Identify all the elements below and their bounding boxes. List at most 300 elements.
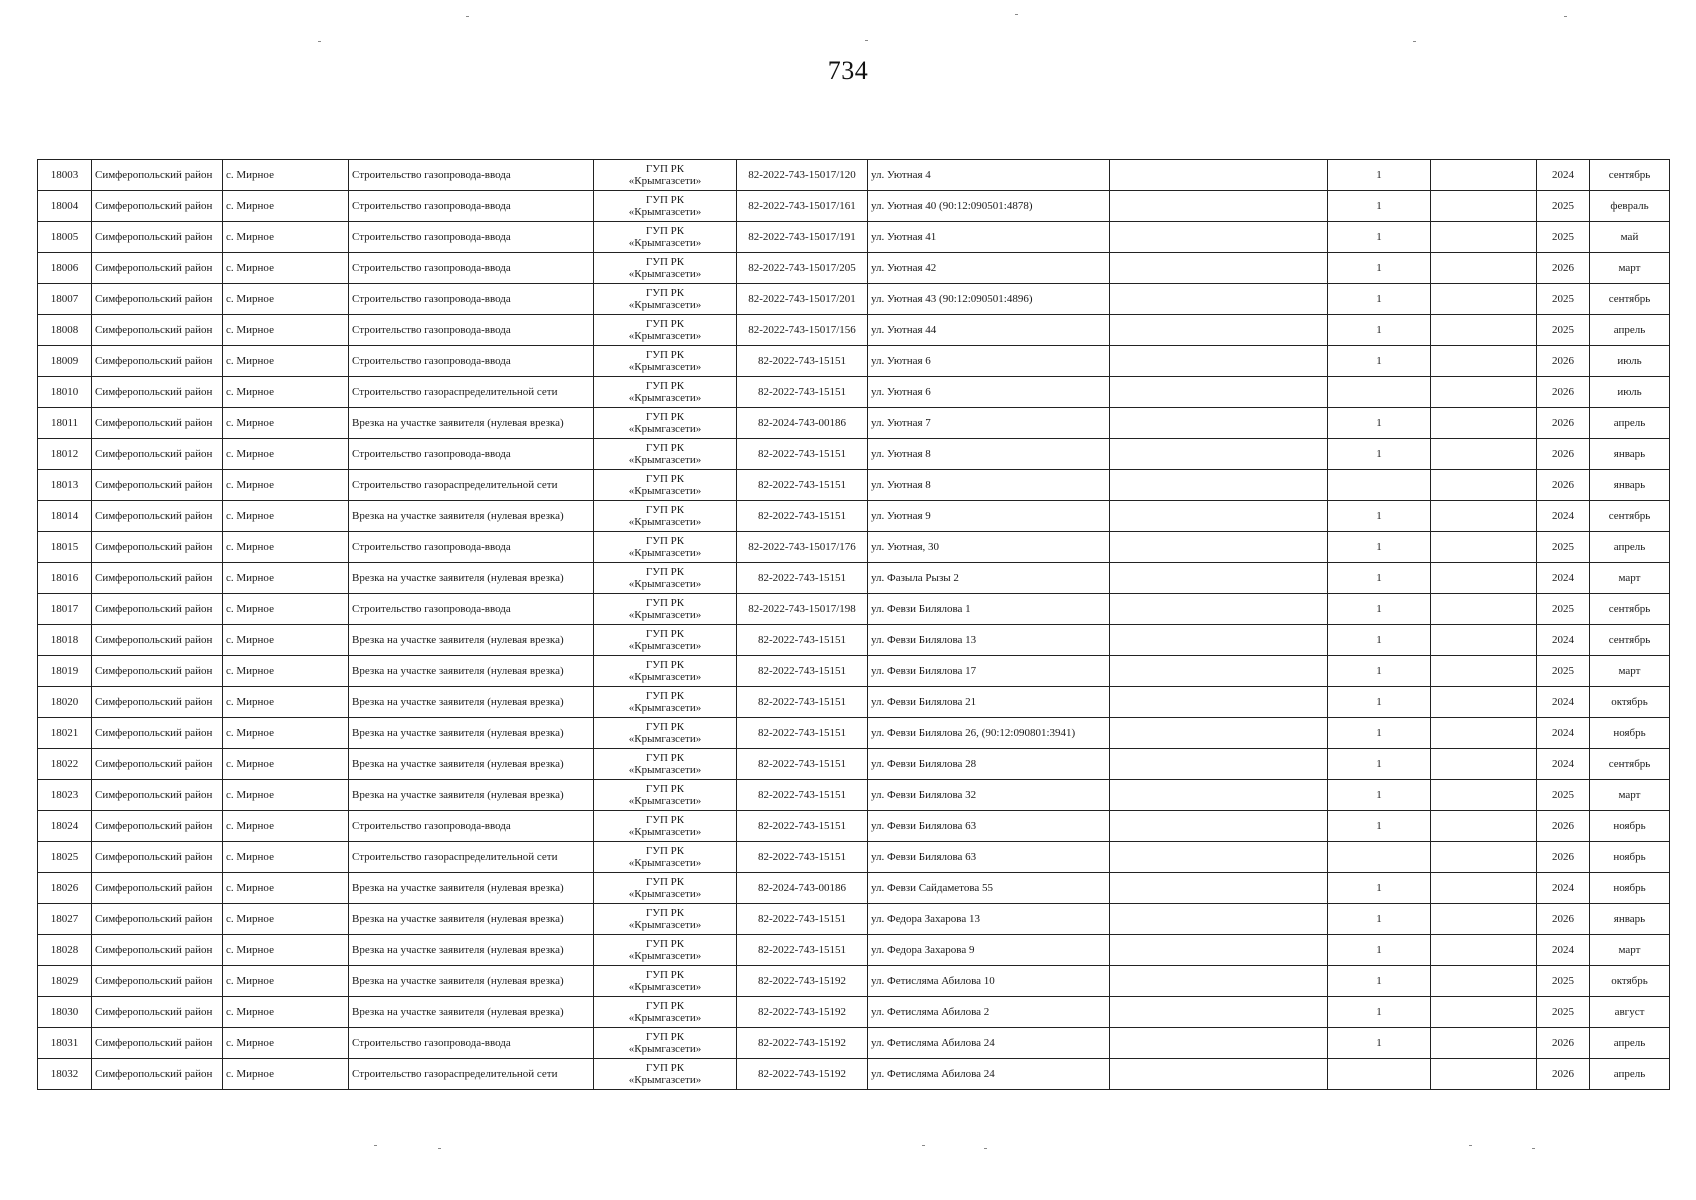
work-type-cell: Строительство газопровода-ввода bbox=[349, 439, 594, 470]
scan-speck bbox=[1532, 1148, 1535, 1149]
district-cell: Симферопольский район bbox=[92, 594, 223, 625]
work-type-cell: Строительство газопровода-ввода bbox=[349, 315, 594, 346]
month-cell: апрель bbox=[1590, 1028, 1670, 1059]
organization-name: ГУП РК bbox=[645, 473, 685, 485]
month-cell: апрель bbox=[1590, 408, 1670, 439]
month-cell: март bbox=[1590, 780, 1670, 811]
year-cell: 2025 bbox=[1537, 222, 1590, 253]
work-type-cell: Врезка на участке заявителя (нулевая врезка) bbox=[349, 997, 594, 1028]
work-type-cell: Врезка на участке заявителя (нулевая врезка) bbox=[349, 625, 594, 656]
organization-brand: «Крымгазсети» bbox=[628, 485, 702, 497]
table-row bbox=[38, 191, 1670, 222]
document-number-cell: 82-2022-743-15017/176 bbox=[737, 532, 868, 563]
year-cell: 2025 bbox=[1537, 284, 1590, 315]
table-row bbox=[38, 408, 1670, 439]
district-cell: Симферопольский район bbox=[92, 966, 223, 997]
organization-brand: «Крымгазсети» bbox=[628, 919, 702, 931]
month-cell: март bbox=[1590, 253, 1670, 284]
quantity-cell: 1 bbox=[1328, 625, 1431, 656]
organization-cell bbox=[594, 1059, 737, 1090]
empty-cell bbox=[1110, 842, 1328, 873]
document-number-cell: 82-2022-743-15017/161 bbox=[737, 191, 868, 222]
year-cell: 2024 bbox=[1537, 873, 1590, 904]
settlement-cell: с. Мирное bbox=[223, 284, 349, 315]
document-number-cell: 82-2022-743-15151 bbox=[737, 563, 868, 594]
settlement-cell: с. Мирное bbox=[223, 191, 349, 222]
organization-cell bbox=[594, 501, 737, 532]
organization-name: ГУП РК bbox=[645, 814, 685, 826]
year-cell: 2026 bbox=[1537, 842, 1590, 873]
table-row bbox=[38, 470, 1670, 501]
address-cell: ул. Фетисляма Абилова 10 bbox=[868, 966, 1110, 997]
document-number-cell: 82-2022-743-15017/156 bbox=[737, 315, 868, 346]
empty-cell bbox=[1110, 501, 1328, 532]
settlement-cell: с. Мирное bbox=[223, 563, 349, 594]
district-cell: Симферопольский район bbox=[92, 997, 223, 1028]
page-number: 734 bbox=[827, 56, 869, 85]
year-cell: 2025 bbox=[1537, 532, 1590, 563]
empty-cell bbox=[1431, 284, 1537, 315]
work-type-cell: Строительство газопровода-ввода bbox=[349, 160, 594, 191]
month-cell: ноябрь bbox=[1590, 811, 1670, 842]
year-cell: 2024 bbox=[1537, 718, 1590, 749]
empty-cell bbox=[1431, 594, 1537, 625]
organization-cell bbox=[594, 811, 737, 842]
work-type-cell: Строительство газораспределительной сети bbox=[349, 470, 594, 501]
organization-brand: «Крымгазсети» bbox=[628, 547, 702, 559]
registry-table bbox=[37, 159, 1670, 1090]
year-cell: 2025 bbox=[1537, 780, 1590, 811]
address-cell: ул. Уютная 40 (90:12:090501:4878) bbox=[868, 191, 1110, 222]
empty-cell bbox=[1431, 656, 1537, 687]
empty-cell bbox=[1110, 718, 1328, 749]
table-row bbox=[38, 966, 1670, 997]
year-cell: 2026 bbox=[1537, 470, 1590, 501]
empty-cell bbox=[1431, 718, 1537, 749]
empty-cell bbox=[1431, 315, 1537, 346]
organization-brand: «Крымгазсети» bbox=[628, 640, 702, 652]
scan-speck bbox=[1015, 14, 1018, 15]
document-number-cell: 82-2022-743-15151 bbox=[737, 377, 868, 408]
table-row bbox=[38, 842, 1670, 873]
row-number-cell: 18018 bbox=[38, 625, 92, 656]
empty-cell bbox=[1110, 315, 1328, 346]
table-row bbox=[38, 997, 1670, 1028]
work-type-cell: Врезка на участке заявителя (нулевая врезка) bbox=[349, 966, 594, 997]
organization-cell bbox=[594, 997, 737, 1028]
row-number-cell: 18024 bbox=[38, 811, 92, 842]
work-type-cell: Врезка на участке заявителя (нулевая врезка) bbox=[349, 873, 594, 904]
month-cell: июль bbox=[1590, 377, 1670, 408]
month-cell: сентябрь bbox=[1590, 160, 1670, 191]
empty-cell bbox=[1431, 470, 1537, 501]
quantity-cell: 1 bbox=[1328, 904, 1431, 935]
address-cell: ул. Уютная 42 bbox=[868, 253, 1110, 284]
year-cell: 2024 bbox=[1537, 749, 1590, 780]
document-number-cell: 82-2022-743-15151 bbox=[737, 935, 868, 966]
empty-cell bbox=[1431, 873, 1537, 904]
quantity-cell: 1 bbox=[1328, 501, 1431, 532]
quantity-cell: 1 bbox=[1328, 718, 1431, 749]
document-number-cell: 82-2024-743-00186 bbox=[737, 873, 868, 904]
organization-brand: «Крымгазсети» bbox=[628, 609, 702, 621]
empty-cell bbox=[1110, 749, 1328, 780]
organization-name: ГУП РК bbox=[645, 442, 685, 454]
empty-cell bbox=[1431, 935, 1537, 966]
quantity-cell: 1 bbox=[1328, 687, 1431, 718]
scan-speck bbox=[922, 1145, 925, 1146]
work-type-cell: Строительство газораспределительной сети bbox=[349, 1059, 594, 1090]
address-cell: ул. Февзи Билялова 21 bbox=[868, 687, 1110, 718]
district-cell: Симферопольский район bbox=[92, 687, 223, 718]
year-cell: 2026 bbox=[1537, 253, 1590, 284]
table-row bbox=[38, 1028, 1670, 1059]
document-number-cell: 82-2024-743-00186 bbox=[737, 408, 868, 439]
empty-cell bbox=[1431, 780, 1537, 811]
empty-cell bbox=[1110, 935, 1328, 966]
organization-cell bbox=[594, 718, 737, 749]
settlement-cell: с. Мирное bbox=[223, 1059, 349, 1090]
settlement-cell: с. Мирное bbox=[223, 222, 349, 253]
settlement-cell: с. Мирное bbox=[223, 966, 349, 997]
table-row bbox=[38, 222, 1670, 253]
district-cell: Симферопольский район bbox=[92, 904, 223, 935]
empty-cell bbox=[1431, 346, 1537, 377]
organization-name: ГУП РК bbox=[645, 876, 685, 888]
address-cell: ул. Уютная 9 bbox=[868, 501, 1110, 532]
empty-cell bbox=[1110, 687, 1328, 718]
table-row bbox=[38, 811, 1670, 842]
address-cell: ул. Уютная 6 bbox=[868, 346, 1110, 377]
row-number-cell: 18008 bbox=[38, 315, 92, 346]
table-row bbox=[38, 718, 1670, 749]
quantity-cell: 1 bbox=[1328, 811, 1431, 842]
scan-speck bbox=[318, 41, 321, 42]
organization-name: ГУП РК bbox=[645, 566, 685, 578]
document-number-cell: 82-2022-743-15151 bbox=[737, 811, 868, 842]
organization-name: ГУП РК bbox=[645, 318, 685, 330]
organization-name: ГУП РК bbox=[645, 504, 685, 516]
organization-cell bbox=[594, 656, 737, 687]
empty-cell bbox=[1431, 997, 1537, 1028]
organization-brand: «Крымгазсети» bbox=[628, 888, 702, 900]
settlement-cell: с. Мирное bbox=[223, 346, 349, 377]
address-cell: ул. Февзи Сайдаметова 55 bbox=[868, 873, 1110, 904]
organization-brand: «Крымгазсети» bbox=[628, 826, 702, 838]
month-cell: май bbox=[1590, 222, 1670, 253]
work-type-cell: Строительство газопровода-ввода bbox=[349, 811, 594, 842]
quantity-cell: 1 bbox=[1328, 780, 1431, 811]
year-cell: 2024 bbox=[1537, 935, 1590, 966]
document-number-cell: 82-2022-743-15192 bbox=[737, 1059, 868, 1090]
work-type-cell: Строительство газопровода-ввода bbox=[349, 284, 594, 315]
quantity-cell bbox=[1328, 470, 1431, 501]
organization-brand: «Крымгазсети» bbox=[628, 795, 702, 807]
organization-name: ГУП РК bbox=[645, 380, 685, 392]
month-cell: август bbox=[1590, 997, 1670, 1028]
district-cell: Симферопольский район bbox=[92, 377, 223, 408]
organization-name: ГУП РК bbox=[645, 194, 685, 206]
organization-cell bbox=[594, 315, 737, 346]
organization-cell bbox=[594, 470, 737, 501]
row-number-cell: 18032 bbox=[38, 1059, 92, 1090]
year-cell: 2024 bbox=[1537, 563, 1590, 594]
empty-cell bbox=[1110, 625, 1328, 656]
organization-brand: «Крымгазсети» bbox=[628, 1043, 702, 1055]
row-number-cell: 18009 bbox=[38, 346, 92, 377]
work-type-cell: Строительство газопровода-ввода bbox=[349, 1028, 594, 1059]
work-type-cell: Строительство газопровода-ввода bbox=[349, 191, 594, 222]
scan-speck bbox=[466, 16, 469, 17]
empty-cell bbox=[1431, 749, 1537, 780]
address-cell: ул. Февзи Билялова 13 bbox=[868, 625, 1110, 656]
organization-cell bbox=[594, 253, 737, 284]
organization-cell bbox=[594, 625, 737, 656]
quantity-cell: 1 bbox=[1328, 594, 1431, 625]
settlement-cell: с. Мирное bbox=[223, 377, 349, 408]
work-type-cell: Строительство газопровода-ввода bbox=[349, 346, 594, 377]
address-cell: ул. Федора Захарова 13 bbox=[868, 904, 1110, 935]
month-cell: июль bbox=[1590, 346, 1670, 377]
organization-brand: «Крымгазсети» bbox=[628, 702, 702, 714]
row-number-cell: 18019 bbox=[38, 656, 92, 687]
empty-cell bbox=[1110, 997, 1328, 1028]
district-cell: Симферопольский район bbox=[92, 346, 223, 377]
year-cell: 2026 bbox=[1537, 1028, 1590, 1059]
empty-cell bbox=[1110, 966, 1328, 997]
month-cell: ноябрь bbox=[1590, 842, 1670, 873]
work-type-cell: Врезка на участке заявителя (нулевая врезка) bbox=[349, 718, 594, 749]
row-number-cell: 18022 bbox=[38, 749, 92, 780]
document-number-cell: 82-2022-743-15151 bbox=[737, 687, 868, 718]
row-number-cell: 18020 bbox=[38, 687, 92, 718]
settlement-cell: с. Мирное bbox=[223, 811, 349, 842]
document-number-cell: 82-2022-743-15151 bbox=[737, 346, 868, 377]
empty-cell bbox=[1110, 1028, 1328, 1059]
organization-brand: «Крымгазсети» bbox=[628, 578, 702, 590]
month-cell: февраль bbox=[1590, 191, 1670, 222]
table-row bbox=[38, 439, 1670, 470]
work-type-cell: Строительство газопровода-ввода bbox=[349, 594, 594, 625]
settlement-cell: с. Мирное bbox=[223, 656, 349, 687]
table-row bbox=[38, 501, 1670, 532]
table-row bbox=[38, 346, 1670, 377]
month-cell: апрель bbox=[1590, 532, 1670, 563]
organization-brand: «Крымгазсети» bbox=[628, 423, 702, 435]
empty-cell bbox=[1431, 1059, 1537, 1090]
document-number-cell: 82-2022-743-15017/198 bbox=[737, 594, 868, 625]
settlement-cell: с. Мирное bbox=[223, 532, 349, 563]
settlement-cell: с. Мирное bbox=[223, 501, 349, 532]
organization-cell bbox=[594, 904, 737, 935]
work-type-cell: Врезка на участке заявителя (нулевая врезка) bbox=[349, 749, 594, 780]
table-row bbox=[38, 749, 1670, 780]
empty-cell bbox=[1110, 904, 1328, 935]
organization-cell bbox=[594, 749, 737, 780]
organization-brand: «Крымгазсети» bbox=[628, 237, 702, 249]
organization-name: ГУП РК bbox=[645, 969, 685, 981]
organization-cell bbox=[594, 284, 737, 315]
organization-cell bbox=[594, 439, 737, 470]
district-cell: Симферопольский район bbox=[92, 811, 223, 842]
district-cell: Симферопольский район bbox=[92, 625, 223, 656]
address-cell: ул. Февзи Билялова 26, (90:12:090801:3941) bbox=[868, 718, 1110, 749]
row-number-cell: 18012 bbox=[38, 439, 92, 470]
organization-brand: «Крымгазсети» bbox=[628, 175, 702, 187]
empty-cell bbox=[1431, 966, 1537, 997]
organization-cell bbox=[594, 408, 737, 439]
quantity-cell: 1 bbox=[1328, 191, 1431, 222]
row-number-cell: 18025 bbox=[38, 842, 92, 873]
work-type-cell: Строительство газораспределительной сети bbox=[349, 377, 594, 408]
work-type-cell: Врезка на участке заявителя (нулевая врезка) bbox=[349, 656, 594, 687]
address-cell: ул. Фетисляма Абилова 2 bbox=[868, 997, 1110, 1028]
work-type-cell: Врезка на участке заявителя (нулевая врезка) bbox=[349, 563, 594, 594]
row-number-cell: 18014 bbox=[38, 501, 92, 532]
district-cell: Симферопольский район bbox=[92, 222, 223, 253]
district-cell: Симферопольский район bbox=[92, 1059, 223, 1090]
empty-cell bbox=[1110, 191, 1328, 222]
empty-cell bbox=[1110, 346, 1328, 377]
address-cell: ул. Февзи Билялова 63 bbox=[868, 811, 1110, 842]
organization-brand: «Крымгазсети» bbox=[628, 1012, 702, 1024]
organization-name: ГУП РК bbox=[645, 845, 685, 857]
organization-name: ГУП РК bbox=[645, 907, 685, 919]
row-number-cell: 18003 bbox=[38, 160, 92, 191]
organization-cell bbox=[594, 873, 737, 904]
empty-cell bbox=[1110, 656, 1328, 687]
table-row bbox=[38, 935, 1670, 966]
address-cell: ул. Уютная 4 bbox=[868, 160, 1110, 191]
empty-cell bbox=[1110, 160, 1328, 191]
address-cell: ул. Уютная 6 bbox=[868, 377, 1110, 408]
organization-name: ГУП РК bbox=[645, 721, 685, 733]
table-row bbox=[38, 594, 1670, 625]
year-cell: 2025 bbox=[1537, 656, 1590, 687]
scan-speck bbox=[865, 40, 868, 41]
district-cell: Симферопольский район bbox=[92, 718, 223, 749]
settlement-cell: с. Мирное bbox=[223, 1028, 349, 1059]
document-number-cell: 82-2022-743-15151 bbox=[737, 904, 868, 935]
district-cell: Симферопольский район bbox=[92, 160, 223, 191]
document-number-cell: 82-2022-743-15151 bbox=[737, 780, 868, 811]
table-row bbox=[38, 656, 1670, 687]
year-cell: 2024 bbox=[1537, 160, 1590, 191]
document-number-cell: 82-2022-743-15017/201 bbox=[737, 284, 868, 315]
quantity-cell: 1 bbox=[1328, 439, 1431, 470]
year-cell: 2024 bbox=[1537, 625, 1590, 656]
work-type-cell: Строительство газопровода-ввода bbox=[349, 253, 594, 284]
organization-brand: «Крымгазсети» bbox=[628, 671, 702, 683]
district-cell: Симферопольский район bbox=[92, 439, 223, 470]
quantity-cell: 1 bbox=[1328, 935, 1431, 966]
quantity-cell: 1 bbox=[1328, 315, 1431, 346]
month-cell: ноябрь bbox=[1590, 873, 1670, 904]
document-number-cell: 82-2022-743-15017/120 bbox=[737, 160, 868, 191]
document-number-cell: 82-2022-743-15151 bbox=[737, 749, 868, 780]
empty-cell bbox=[1431, 532, 1537, 563]
address-cell: ул. Уютная 7 bbox=[868, 408, 1110, 439]
quantity-cell: 1 bbox=[1328, 749, 1431, 780]
district-cell: Симферопольский район bbox=[92, 532, 223, 563]
organization-brand: «Крымгазсети» bbox=[628, 330, 702, 342]
empty-cell bbox=[1431, 687, 1537, 718]
document-number-cell: 82-2022-743-15017/205 bbox=[737, 253, 868, 284]
organization-name: ГУП РК bbox=[645, 349, 685, 361]
month-cell: сентябрь bbox=[1590, 501, 1670, 532]
organization-name: ГУП РК bbox=[645, 1000, 685, 1012]
address-cell: ул. Фетисляма Абилова 24 bbox=[868, 1028, 1110, 1059]
work-type-cell: Строительство газопровода-ввода bbox=[349, 532, 594, 563]
empty-cell bbox=[1110, 470, 1328, 501]
empty-cell bbox=[1431, 439, 1537, 470]
address-cell: ул. Февзи Билялова 28 bbox=[868, 749, 1110, 780]
empty-cell bbox=[1431, 377, 1537, 408]
quantity-cell: 1 bbox=[1328, 532, 1431, 563]
month-cell: сентябрь bbox=[1590, 284, 1670, 315]
month-cell: март bbox=[1590, 656, 1670, 687]
empty-cell bbox=[1431, 1028, 1537, 1059]
empty-cell bbox=[1110, 253, 1328, 284]
address-cell: ул. Уютная 8 bbox=[868, 439, 1110, 470]
settlement-cell: с. Мирное bbox=[223, 439, 349, 470]
row-number-cell: 18021 bbox=[38, 718, 92, 749]
organization-brand: «Крымгазсети» bbox=[628, 950, 702, 962]
organization-name: ГУП РК bbox=[645, 1031, 685, 1043]
quantity-cell bbox=[1328, 842, 1431, 873]
address-cell: ул. Уютная 8 bbox=[868, 470, 1110, 501]
address-cell: ул. Фазыла Рызы 2 bbox=[868, 563, 1110, 594]
year-cell: 2026 bbox=[1537, 408, 1590, 439]
row-number-cell: 18011 bbox=[38, 408, 92, 439]
month-cell: январь bbox=[1590, 904, 1670, 935]
settlement-cell: с. Мирное bbox=[223, 904, 349, 935]
table-row bbox=[38, 904, 1670, 935]
district-cell: Симферопольский район bbox=[92, 1028, 223, 1059]
document-number-cell: 82-2022-743-15192 bbox=[737, 966, 868, 997]
row-number-cell: 18005 bbox=[38, 222, 92, 253]
work-type-cell: Врезка на участке заявителя (нулевая врезка) bbox=[349, 408, 594, 439]
row-number-cell: 18017 bbox=[38, 594, 92, 625]
organization-brand: «Крымгазсети» bbox=[628, 1074, 702, 1086]
month-cell: март bbox=[1590, 563, 1670, 594]
organization-cell bbox=[594, 377, 737, 408]
work-type-cell: Строительство газопровода-ввода bbox=[349, 222, 594, 253]
quantity-cell: 1 bbox=[1328, 656, 1431, 687]
organization-name: ГУП РК bbox=[645, 752, 685, 764]
settlement-cell: с. Мирное bbox=[223, 873, 349, 904]
document-number-cell: 82-2022-743-15192 bbox=[737, 997, 868, 1028]
work-type-cell: Врезка на участке заявителя (нулевая врезка) bbox=[349, 501, 594, 532]
organization-name: ГУП РК bbox=[645, 938, 685, 950]
month-cell: апрель bbox=[1590, 1059, 1670, 1090]
settlement-cell: с. Мирное bbox=[223, 718, 349, 749]
address-cell: ул. Февзи Билялова 17 bbox=[868, 656, 1110, 687]
district-cell: Симферопольский район bbox=[92, 408, 223, 439]
organization-brand: «Крымгазсети» bbox=[628, 392, 702, 404]
row-number-cell: 18004 bbox=[38, 191, 92, 222]
organization-name: ГУП РК bbox=[645, 597, 685, 609]
organization-name: ГУП РК bbox=[645, 783, 685, 795]
district-cell: Симферопольский район bbox=[92, 253, 223, 284]
row-number-cell: 18006 bbox=[38, 253, 92, 284]
district-cell: Симферопольский район bbox=[92, 749, 223, 780]
year-cell: 2026 bbox=[1537, 1059, 1590, 1090]
table-row bbox=[38, 532, 1670, 563]
organization-cell bbox=[594, 966, 737, 997]
quantity-cell: 1 bbox=[1328, 997, 1431, 1028]
quantity-cell: 1 bbox=[1328, 160, 1431, 191]
